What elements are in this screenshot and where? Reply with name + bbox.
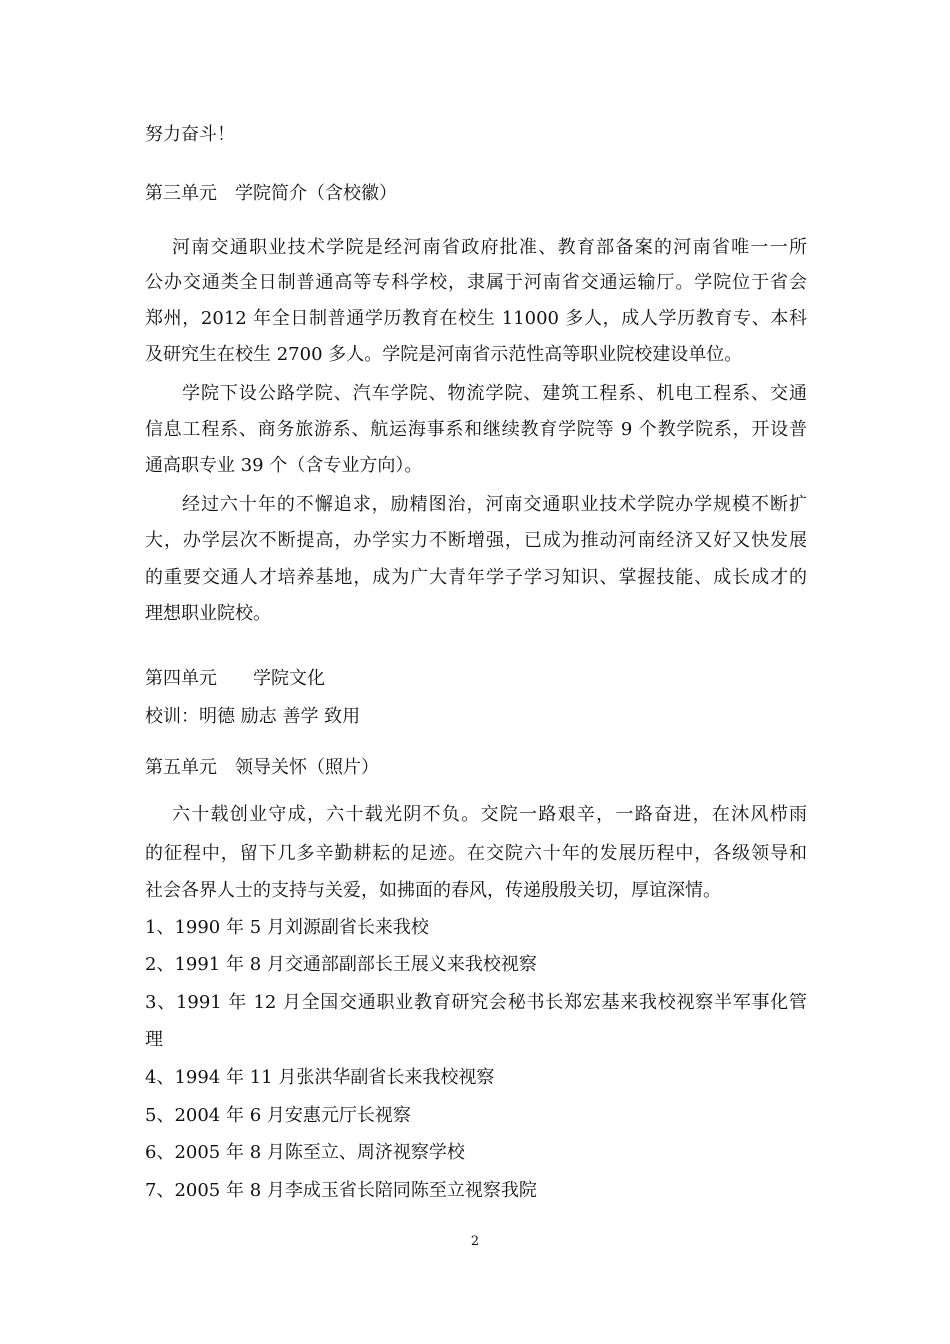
unit3-para3-line: 的重要交通人才培养基地，成为广大青年学子学习知识、掌握技能、成长成才的 <box>145 567 807 588</box>
list-item: 3、1991 年 12 月全国交通职业教育研究会秘书长郑宏基来我校视察半军事化管 <box>145 992 807 1013</box>
unit3-para1-line: 公办交通类全日制普通高等专科学校，隶属于河南省交通运输厅。学院位于省会 <box>145 272 807 293</box>
school-motto: 校训：明德 励志 善学 致用 <box>145 706 361 727</box>
unit5-para-line: 六十载创业守成，六十载光阴不负。交院一路艰辛，一路奋进，在沐风栉雨 <box>172 804 807 825</box>
intro-tail: 努力奋斗！ <box>145 124 235 145</box>
list-item: 4、1994 年 11 月张洪华副省长来我校视察 <box>145 1067 495 1088</box>
unit3-para3-line: 理想职业院校。 <box>145 603 271 624</box>
unit5-para-line: 社会各界人士的支持与关爱，如拂面的春风，传递殷殷关切，厚谊深情。 <box>145 880 721 901</box>
list-item: 6、2005 年 8 月陈至立、周济视察学校 <box>145 1142 465 1163</box>
list-item: 7、2005 年 8 月李成玉省长陪同陈至立视察我院 <box>145 1180 537 1201</box>
list-item: 1、1990 年 5 月刘源副省长来我校 <box>145 917 429 938</box>
list-item: 5、2004 年 6 月安惠元厅长视察 <box>145 1105 411 1126</box>
unit3-para3-line: 经过六十年的不懈追求，励精图治，河南交通职业技术学院办学规模不断扩 <box>182 494 807 515</box>
unit3-para2-line: 通高职专业 39 个（含专业方向）。 <box>145 455 423 476</box>
unit3-para1-line: 郑州，2012 年全日制普通学历教育在校生 11000 多人，成人学历教育专、本科 <box>145 308 807 329</box>
page-number: 2 <box>470 1234 480 1249</box>
list-item: 2、1991 年 8 月交通部副部长王展义来我校视察 <box>145 954 537 975</box>
unit5-heading: 第五单元 领导关怀（照片） <box>145 757 379 778</box>
unit4-heading: 第四单元 学院文化 <box>145 668 325 689</box>
unit3-para1-line: 河南交通职业技术学院是经河南省政府批准、教育部备案的河南省唯一一所 <box>172 237 807 258</box>
unit3-para2-line: 学院下设公路学院、汽车学院、物流学院、建筑工程系、机电工程系、交通 <box>182 383 807 404</box>
list-item: 理 <box>145 1029 163 1050</box>
unit5-para-line: 的征程中，留下几多辛勤耕耘的足迹。在交院六十年的发展历程中，各级领导和 <box>145 843 807 864</box>
unit3-para3-line: 大，办学层次不断提高，办学实力不断增强，已成为推动河南经济又好又快发展 <box>145 530 807 551</box>
unit3-para1-line: 及研究生在校生 2700 多人。学院是河南省示范性高等职业院校建设单位。 <box>145 344 743 365</box>
unit3-heading: 第三单元 学院简介（含校徽） <box>145 183 397 204</box>
unit3-para2-line: 信息工程系、商务旅游系、航运海事系和继续教育学院等 9 个教学院系，开设普 <box>145 419 807 440</box>
